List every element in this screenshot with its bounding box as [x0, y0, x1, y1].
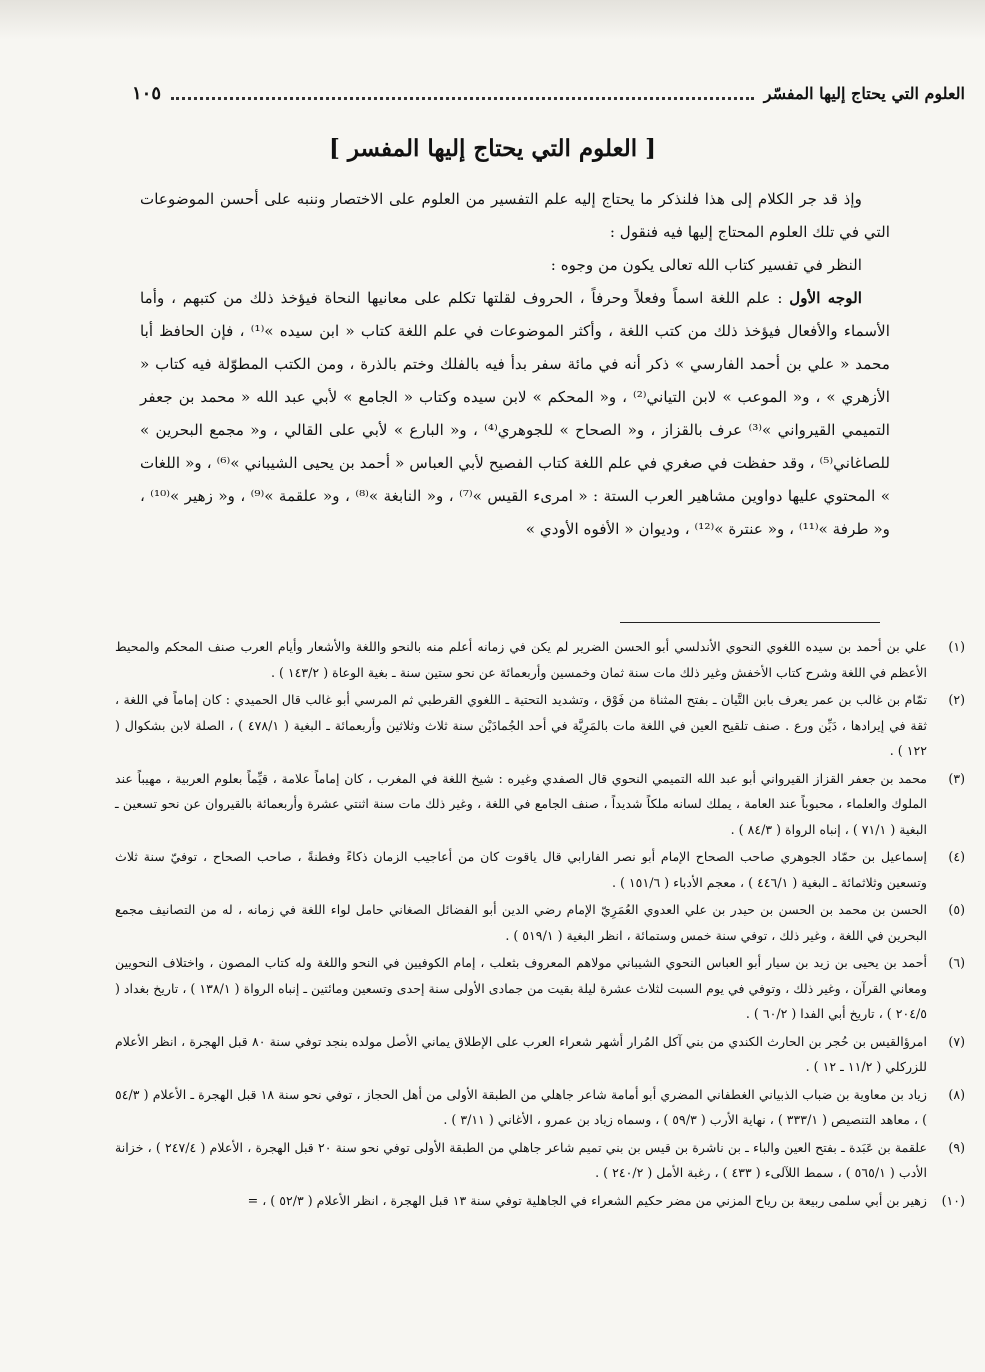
section-title: [ العلوم التي يحتاج إليها المفسر ]: [328, 135, 657, 162]
footnote-text: الحسن بن محمد بن الحسن بن حيدر بن علي العدوي العُمَرِيّ الإمام رضي الدين أبو الفضائل الصغاني حامل لواء اللغة في زمانه ، له من التصانيف مجمع البحرين في اللغة ، وغير ذلك ، توفي سنة خمس وستمائة ، انظر البغية ( ٥١٩/١ ) .: [115, 902, 927, 943]
footnote: [115, 634, 965, 685]
footnotes: [115, 634, 965, 1215]
footnote: [115, 1188, 965, 1214]
footnote-number: (٢): [948, 692, 965, 707]
footnote-text: زهير بن أبي سلمى ربيعة بن رياح المزني من مضر حكيم الشعراء في الجاهلية توفي سنة ١٣ قبل الهجرة ، انظر الأعلام ( ٥٢/٣ ) ، =: [247, 1192, 927, 1208]
footnote-text: علي بن أحمد بن سيده اللغوي النحوي الأندلسي أبو الحسن الضرير لم يكن في زمانه أعلم منه بالنحو واللغة والأشعار وأيام العرب صنف المحكم والمحيط الأعظم في اللغة وشرح كتاب الأخفش وغير ذلك مات سنة ثمان وخمسين وأربعمائة عن نحو ستين سنة ـ بغية الوعاة ( ١٤٣/٢ ) .: [115, 639, 927, 680]
first-aspect-lead: الوجه الأول: [789, 289, 862, 307]
footnote: [115, 766, 965, 843]
paragraph-first-aspect: [140, 282, 890, 546]
footnote-text: إسماعيل بن حمّاد الجوهري صاحب الصحاح الإمام أبو نصر الفارابي قال ياقوت كان من أعاجيب الزمان ذكاءً وفطنةً ، صاحب الصحاح ، توفيّ سنة ثلاث وتسعين وثلاثمائة ـ البغية ( ٤٤٦/١ ) ، معجم الأدباء ( ١٥١/٦ ) .: [115, 849, 927, 890]
footnote-text: زياد بن معاوية بن ضباب الذبياني الغطفاني المضري أبو أمامة شاعر جاهلي من الطبقة الأولى من أهل الحجاز ، توفي نحو سنة ١٨ قبل الهجرة ـ الأعلام ( ٥٤/٣ ) ، معاهد التنصيص ( ٣٣٣/١ ) ، نهاية الأرب ( ٥٩/٣ ) ، وسماه زياد بن عمرو ، الأغاني ( ٣/١١ ) .: [115, 1086, 927, 1127]
footnote-text: علقمة بن عَبَدة ـ بفتح العين والباء ـ بن ناشرة بن قيس بن بني تميم شاعر جاهلي من الطبقة الأولى توفي نحو سنة ٢٠ قبل الهجرة ، الأعلام ( ٢٤٧/٤ ) ، خزانة الأدب ( ٥٦٥/١ ) ، سمط اللآلىء ( ٤٣٣ ) ، رغبة الأمل ( ٢٤٠/٢ ) .: [115, 1139, 927, 1180]
footnote: [115, 844, 965, 895]
footnote: [115, 950, 965, 1027]
footnote-text: امرؤالقيس بن حُجر بن الحارث الكندي من بني آكل المُرار أشهر شعراء العرب على الإطلاق يماني الأصل مولده بنجد توفي سنة ٨٠ قبل الهجرة ، انظر الأعلام للزركلي ( ١١/٢ ـ ١٢ ) .: [115, 1033, 927, 1074]
footnote-number: (١٠): [941, 1192, 965, 1208]
footnote: [115, 1082, 965, 1133]
scan-edge: [0, 0, 985, 40]
footnote: [115, 687, 965, 764]
page-number: ١٠٥: [132, 82, 162, 104]
running-title: العلوم التي يحتاج إليها المفسّر: [763, 83, 965, 103]
footnote-number: (١): [948, 639, 965, 654]
footnote-text: أحمد بن يحيى بن زيد بن سيار أبو العباس النحوي الشيباني مولاهم المعروف بثعلب ، إمام الكوفيين في النحو واللغة وله كتاب المصون ، واختلاف النحويين ومعاني القرآن ، وغير ذلك ، وتوفي في يوم السبت لثلاث عشرة ليلة بقيت من جمادى الأولى سنة إحدى وتسعين ومائتين ـ إنباه الرواة ( ١٣٨/١ ) ، تاريخ بغداد ( ٢٠٤/٥ ) ، تاريخ أبي الفدا ( ٦٠/٢ ) .: [115, 955, 928, 1021]
header-dots: [171, 87, 754, 100]
footnote-number: (٥): [948, 902, 965, 917]
main-text: [140, 183, 890, 546]
first-aspect-text: : علم اللغة اسماً وفعلاً وحرفاً ، الحروف لقلتها تكلم على معانيها النحاة فيؤخذ ذلك من كتبهم ، وأما الأسماء والأفعال فيؤخذ ذلك من كتب اللغة ، وأكثر الموضوعات في علم اللغة كتاب « ابن سيده »⁽¹⁾ ، فإن الحافظ أبا محمد « علي بن أحمد الفارسي » ذكر أنه في مائة سفر بدأ فيه بالفلك وختم بالذرة ، ومن الكتب المطوّلة فيه كتاب « الأزهري » ، و« الموعب » لابن التياني⁽²⁾ ، و« المحكم » لابن سيده وكتاب « الجامع » لأبي عبد الله « محمد بن جعفر التميمي القيرواني »⁽³⁾ عرف بالقزاز ، و« الصحاح » للجوهري⁽⁴⁾ ، و« البارع » لأبي على القالي ، و« مجمع البحرين » للصاغاني⁽⁵⁾ ، وقد حفظت في صغري في علم اللغة كتاب الفصيح لأبي العباس « أحمد بن يحيى الشيباني »⁽⁶⁾ ، و« اللغات » المحتوي عليها دواوين مشاهير العرب الستة : « امرىء القيس »⁽⁷⁾ ، و« النابغة »⁽⁸⁾ ، و« علقمة »⁽⁹⁾ ، و« زهير »⁽¹⁰⁾ ، و« طرفة »⁽¹¹⁾ ، و« عنترة »⁽¹²⁾ ، وديوان « الأفوه الأودي »: [140, 289, 891, 538]
footnote-text: تمّام بن غالب بن عمر يعرف بابن التَّيان ـ بفتح المثناة من فَوْق ، وتشديد التحتية ـ اللغوي القرطبي ثم المرسي أبو غالب قال الحميدي : كان إماماً في اللغة ، ثقة في إيرادها ، دَيِّن ورع . صنف تلقيح العين في اللغة مات بالمَرِيَّة في أحد الجُمادَيْن سنة ثلاث وثلاثين وأربعمائة ـ البغية ( ٤٧٨/١ ) ، الصلة لابن بشكوال ( ١٢٢ ) .: [115, 692, 927, 758]
footnote-number: (٦): [948, 955, 965, 970]
footnote-number: (٤): [948, 849, 965, 864]
footnote-divider: [620, 622, 880, 623]
paragraph-aspects: النظر في تفسير كتاب الله تعالى يكون من وجوه :: [550, 256, 862, 274]
footnote-number: (٧): [948, 1033, 965, 1049]
footnote-number: (٣): [948, 770, 965, 786]
footnote-number: (٨): [948, 1086, 965, 1102]
paragraph-intro: وإذ قد جر الكلام إلى هذا فلنذكر ما يحتاج إليه علم التفسير من العلوم على الاختصار وننبه على أحسن الموضوعات التي في تلك العلوم المحتاج إليها فيه فنقول :: [140, 190, 890, 241]
footnote-text: محمد بن جعفر القزاز القيرواني أبو عبد الله التميمي النحوي قال الصفدي وغيره : شيخ اللغة في المغرب ، كان إماماً علامة ، قيِّماً بعلوم العربية ، مهيباً عند الملوك والعلماء ، محبوباً عند العامة ، يملك لسانه ملكاً شديداً ، صنف الجامع في اللغة ، وغير ذلك مات سنة اثنتي عشرة وأربعمائة بالقيروان عن نحو تسعين ـ البغية ( ٧١/١ ) ، إنباه الرواة ( ٨٤/٣ ) .: [115, 770, 927, 837]
footnote: [115, 897, 965, 948]
running-header: [132, 78, 965, 108]
footnote: [115, 1029, 965, 1080]
footnote-number: (٩): [948, 1139, 965, 1155]
footnote: [115, 1135, 965, 1186]
